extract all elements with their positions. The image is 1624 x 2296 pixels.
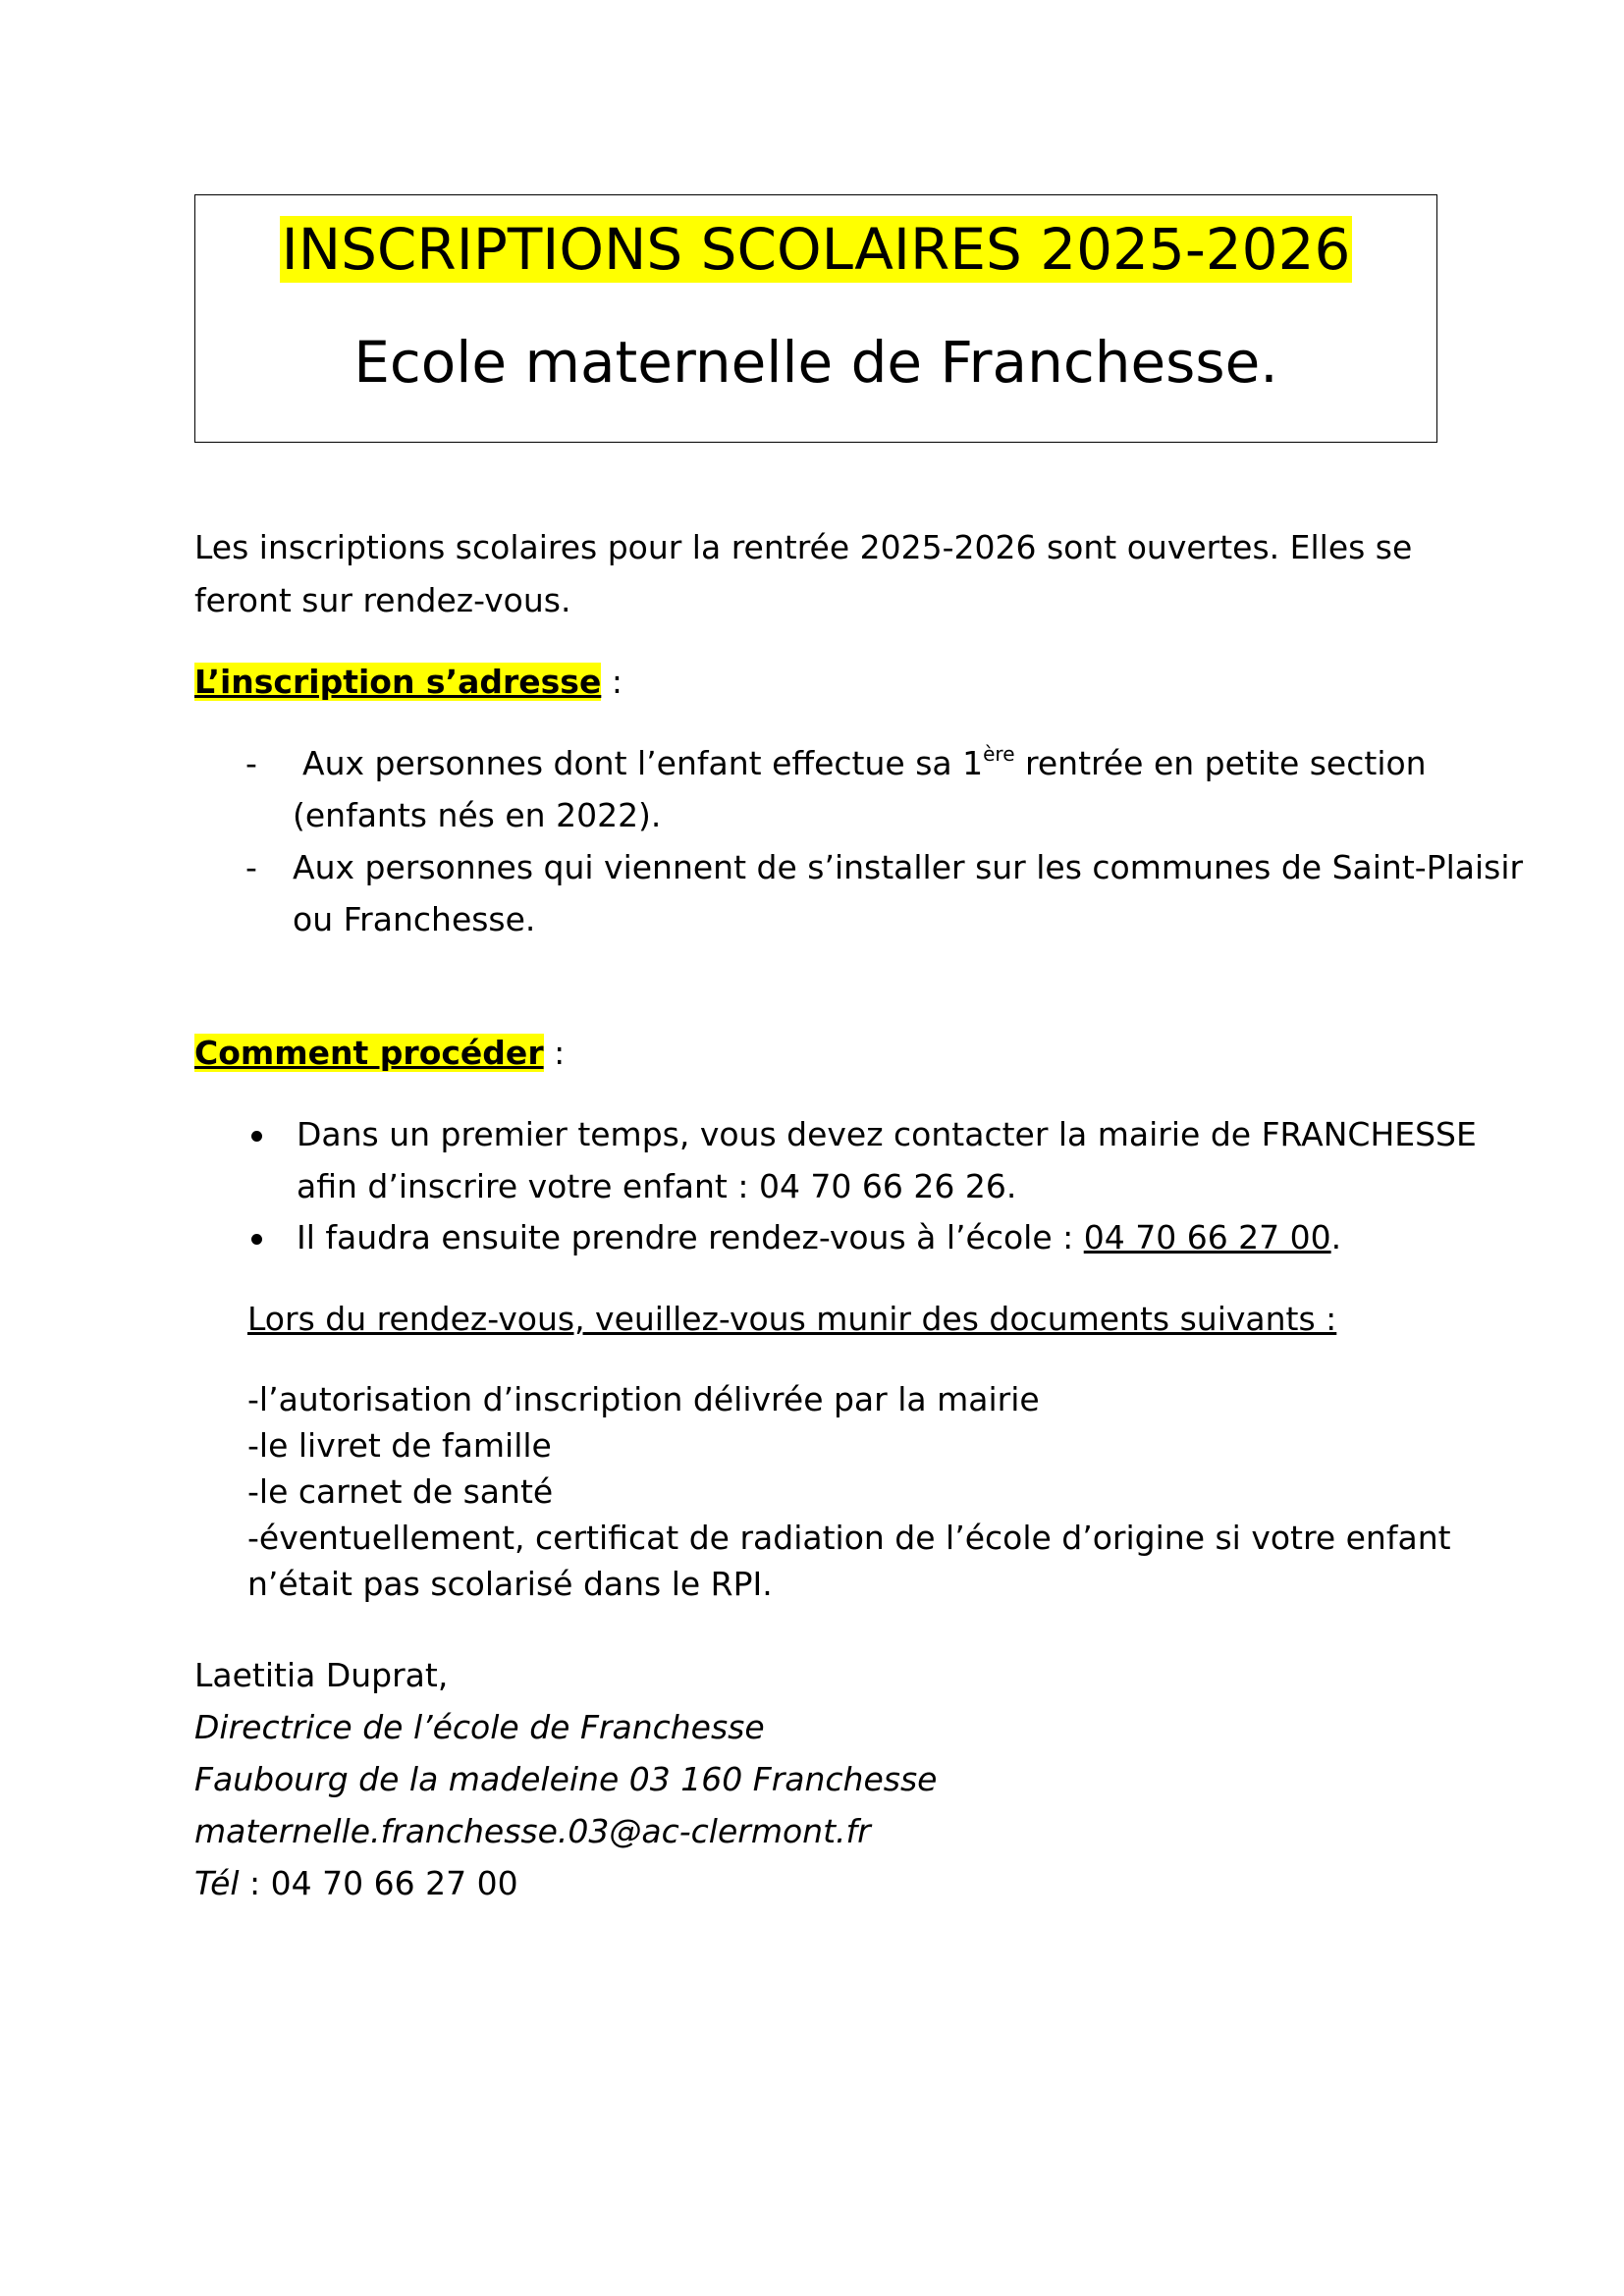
list-item-2-line-1: Aux personnes qui viennent de s’installer sur les communes de Saint-Plaisir — [293, 848, 1524, 886]
documents-heading: Lors du rendez-vous, veuillez-vous munir des documents suivants : — [247, 1300, 1337, 1338]
intro-line-2: feront sur rendez-vous. — [194, 581, 571, 619]
list-item-2-line-2: ou Franchesse. — [293, 900, 536, 938]
dash-marker-1: - — [245, 744, 257, 782]
document-item: -éventuellement, certificat de radiation de l’école d’origine si votre enfant — [247, 1519, 1451, 1557]
document-item: -le carnet de santé — [247, 1472, 554, 1511]
document-item: -le livret de famille — [247, 1426, 552, 1465]
list-item-1-line-2: (enfants nés en 2022). — [293, 796, 662, 834]
document-item: -l’autorisation d’inscription délivrée par la mairie — [247, 1380, 1040, 1418]
intro-line-1: Les inscriptions scolaires pour la rentrée 2025-2026 sont ouvertes. Elles se — [194, 528, 1413, 566]
bullet-icon — [251, 1131, 262, 1142]
title-box — [194, 194, 1437, 443]
list-item-1-line-1: Aux personnes dont l’enfant effectue sa 1ère rentrée en petite section — [302, 742, 1427, 782]
page-title: INSCRIPTIONS SCOLAIRES 2025-2026 — [281, 216, 1351, 283]
signature-name: Laetitia Duprat, — [194, 1656, 449, 1694]
section-heading-proceder-label: Comment procéder — [194, 1034, 544, 1072]
signature-address: Faubourg de la madeleine 03 160 Franchesse — [194, 1760, 938, 1798]
bullet-item-1-line-1: Dans un premier temps, vous devez contacter la mairie de FRANCHESSE — [297, 1115, 1477, 1153]
bullet-icon — [251, 1234, 262, 1245]
signature-email[interactable]: maternelle.franchesse.03@ac-clermont.fr — [194, 1812, 871, 1850]
school-phone-link[interactable]: 04 70 66 27 00 — [1083, 1218, 1331, 1256]
page-subtitle: Ecole maternelle de Franchesse. — [353, 329, 1278, 396]
signature-phone: Tél : 04 70 66 27 00 — [194, 1864, 518, 1902]
dash-marker-2: - — [245, 848, 257, 886]
section-heading-adresse-label: L’inscription s’adresse — [194, 663, 602, 701]
section-heading-proceder: Comment procéder : — [194, 1034, 566, 1072]
document-item: n’était pas scolarisé dans le RPI. — [247, 1565, 773, 1603]
signature-role: Directrice de l’école de Franchesse — [194, 1708, 765, 1746]
section-heading-adresse: L’inscription s’adresse : — [194, 663, 623, 701]
bullet-item-1-line-2: afin d’inscrire votre enfant : 04 70 66 26 26. — [297, 1167, 1017, 1205]
bullet-item-2: Il faudra ensuite prendre rendez-vous à l’école : 04 70 66 27 00. — [297, 1218, 1342, 1256]
